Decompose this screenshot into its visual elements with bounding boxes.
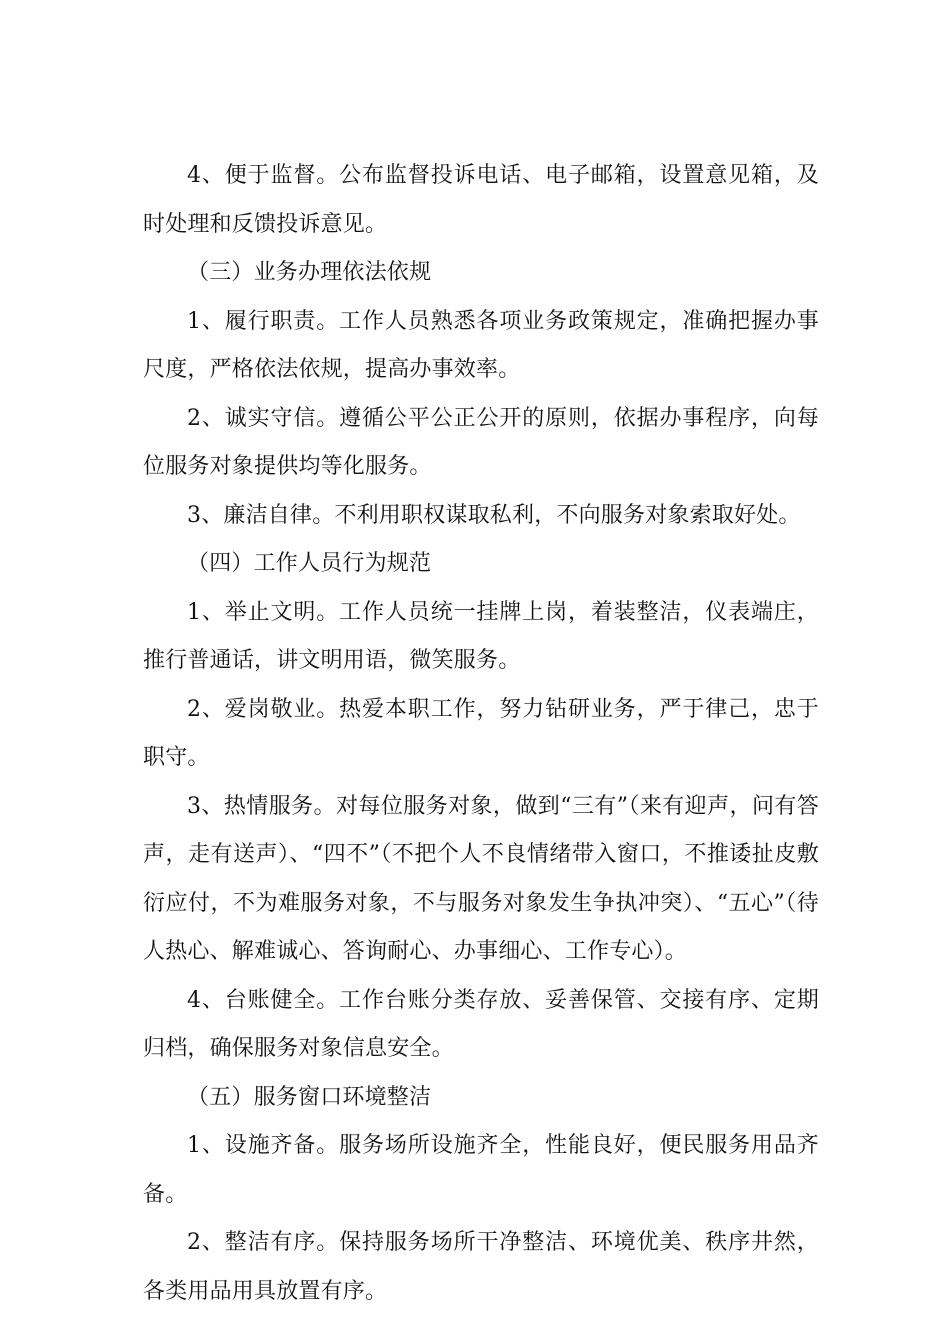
section-heading-3: （三）业务办理依法依规 [187,260,432,285]
paragraph-duties: 1、履行职责。工作人员熟悉各项业务政策规定，准确把握办事尺度，严格依法依规，提高办事效率。 [143,308,819,382]
paragraph-self-discipline: 3、廉洁自律。不利用职权谋取私利，不向服务对象索取好处。 [187,502,801,528]
paragraph-civility: 1、举止文明。工作人员统一挂牌上岗，着装整洁，仪表端庄，推行普通话，讲文明用语，微笑服务。 [143,599,819,673]
section-heading-4: （四）工作人员行为规范 [187,551,432,576]
paragraph-tidiness: 2、整洁有序。保持服务场所干净整洁、环境优美、秩序井然，各类用品用具放置有序。 [143,1230,819,1304]
paragraph-integrity: 2、诚实守信。遵循公平公正公开的原则，依据办事程序，向每位服务对象提供均等化服务。 [143,405,819,479]
paragraph-dedication: 2、爱岗敬业。热爱本职工作，努力钻研业务，严于律己，忠于职守。 [143,696,819,770]
paragraph-warm-service: 3、热情服务。对每位服务对象，做到“三有”（来有迎声，问有答声，走有送声）、“四不”（不把个人不良情绪带入窗口，不推诿扯皮敷衍应付，不为难服务对象，不与服务对象发生争执冲突）、“五心”（待人热心、解难诚心、答询耐心、办事细心、工作专心）。 [143,793,819,964]
section-heading-5: （五）服务窗口环境整洁 [187,1084,432,1110]
paragraph-supervision: 4、便于监督。公布监督投诉电话、电子邮箱，设置意见箱，及时处理和反馈投诉意见。 [143,163,819,237]
document-body [143,152,819,1316]
paragraph-ledger: 4、台账健全。工作台账分类存放、妥善保管、交接有序、定期归档，确保服务对象信息安全。 [143,987,819,1061]
paragraph-facilities: 1、设施齐备。服务场所设施齐全，性能良好，便民服务用品齐备。 [143,1133,819,1207]
